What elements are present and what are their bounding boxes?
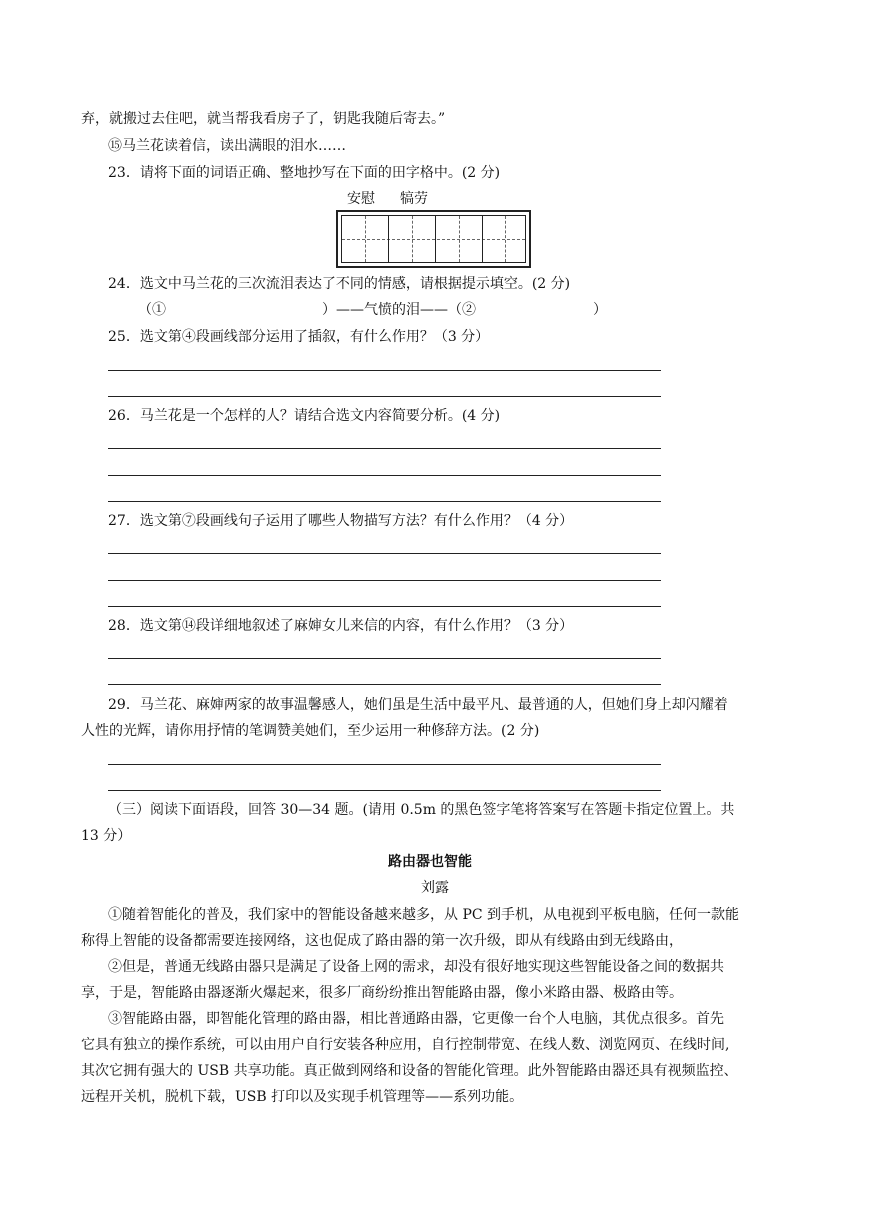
paragraph-1: ①随着智能化的普及，我们家中的智能设备越来越多，从 PC 到手机，从电视到平板电脑，任何一款能: [108, 907, 740, 923]
question-29-cont: 人性的光辉，请你用抒情的笔调赞美她们，至少运用一种修辞方法。(2 分): [81, 723, 540, 739]
answer-line[interactable]: [108, 370, 661, 371]
paragraph-2-cont: 享，于是，智能路由器逐渐火爆起来，很多厂商纷纷推出智能路由器，像小米路由器、极路由等。: [81, 985, 683, 1001]
question-26: 26．马兰花是一个怎样的人？请结合选文内容简要分析。(4 分): [108, 408, 501, 424]
answer-line[interactable]: [108, 764, 661, 765]
answer-line[interactable]: [108, 606, 661, 607]
article-author: 刘露: [421, 880, 449, 896]
word-label: 犒劳: [400, 191, 428, 207]
question-23: 23．请将下面的词语正确、整地抄写在下面的田字格中。(2 分): [108, 165, 501, 181]
question-27: 27．选文第⑦段画线句子运用了哪些人物描写方法？有什么作用？（4 分）: [108, 513, 574, 529]
blank-open-1: （①: [138, 302, 166, 318]
answer-line[interactable]: [108, 475, 661, 476]
article-title: 路由器也智能: [388, 854, 472, 870]
answer-line[interactable]: [108, 790, 661, 791]
answer-line[interactable]: [108, 580, 661, 581]
question-25: 25．选文第④段画线部分运用了插叙，有什么作用？（3 分）: [108, 329, 490, 345]
tianzige-grid[interactable]: [336, 210, 531, 268]
paragraph-2: ②但是，普通无线路由器只是满足了设备上网的需求，却没有很好地实现这些智能设备之间的数据共: [108, 959, 724, 975]
question-28: 28．选文第⑭段详细地叙述了麻婶女儿来信的内容，有什么作用？（3 分）: [108, 618, 574, 634]
paragraph-3-cont: 其次它拥有强大的 USB 共享功能。真正做到网络和设备的智能化管理。此外智能路由器还具有视频监控、: [81, 1063, 738, 1079]
answer-line[interactable]: [108, 553, 661, 554]
blank-close-2: ）: [593, 302, 607, 318]
blank-middle: ）——气愤的泪——（②: [322, 302, 476, 318]
answer-line[interactable]: [108, 448, 661, 449]
paragraph-1-cont: 称得上智能的设备都需要连接网络，这也促成了路由器的第一次升级，即从有线路由到无线路由，: [81, 933, 683, 949]
answer-line[interactable]: [108, 658, 661, 659]
paragraph-3: ③智能路由器，即智能化管理的路由器，相比普通路由器，它更像一台个人电脑，其优点很多。首先: [108, 1011, 724, 1027]
answer-line[interactable]: [108, 501, 661, 502]
question-29: 29．马兰花、麻婶两家的故事温馨感人，她们虽是生活中最平凡、最普通的人，但她们身上却闪耀着: [108, 697, 728, 713]
paragraph-3-cont: 远程开关机，脱机下载，USB 打印以及实现手机管理等——系列功能。: [81, 1089, 524, 1105]
question-24: 24．选文中马兰花的三次流泪表达了不同的情感，请根据提示填空。(2 分): [108, 276, 571, 292]
section-3-intro: （三）阅读下面语段，回答 30—34 题。(请用 0.5m 的黑色签字笔将答案写在答题卡指定位置上。共: [108, 802, 735, 818]
section-3-intro-cont: 13 分）: [81, 828, 132, 844]
text-line: ⑮马兰花读着信，读出满眼的泪水……: [108, 138, 346, 154]
word-label: 安慰: [347, 191, 375, 207]
text-line: 弃，就搬过去住吧，就当帮我看房子了，钥匙我随后寄去。”: [81, 111, 446, 127]
answer-line[interactable]: [108, 684, 661, 685]
answer-line[interactable]: [108, 396, 661, 397]
paragraph-3-cont: 它具有独立的操作系统，可以由用户自行安装各种应用，自行控制带宽、在线人数、浏览网页、在线时间,: [81, 1037, 730, 1053]
